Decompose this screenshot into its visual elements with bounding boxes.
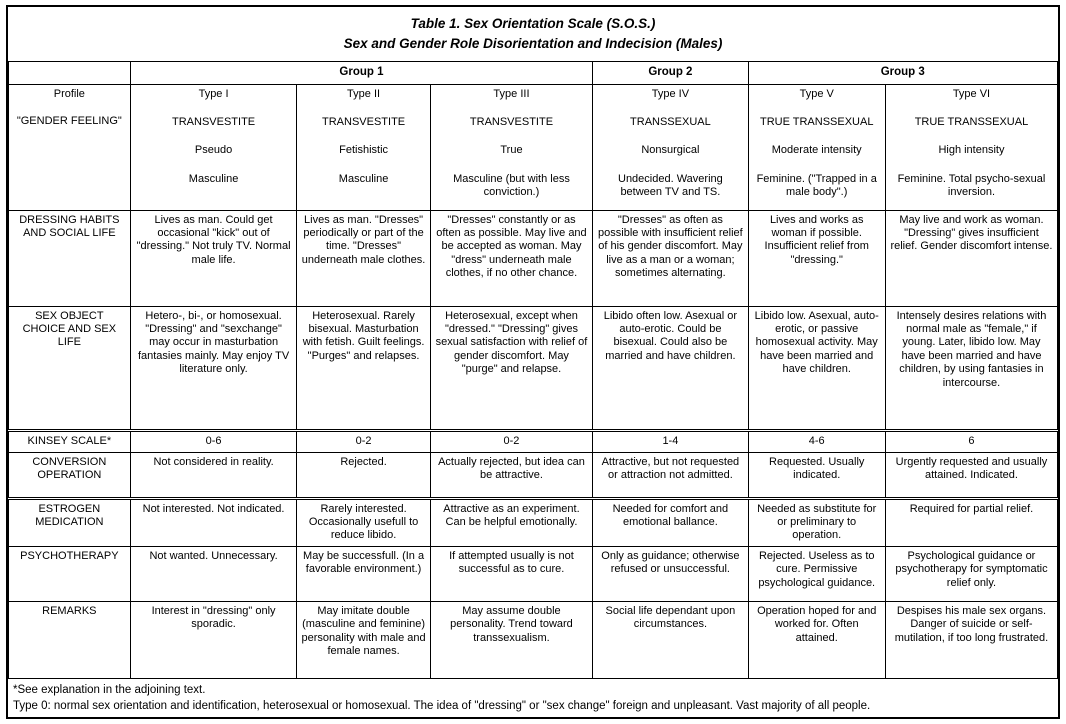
type-V-cell — [748, 84, 885, 210]
cell-remarks-type3: May assume double personality. Trend toward transsexualism. — [430, 601, 593, 678]
cell-kinsey-type3: 0-2 — [430, 430, 593, 452]
cell-sexobject-type2: Heterosexual. Rarely bisexual. Masturbation with fetish. Guilt feelings. "Purges" and relapses. — [297, 306, 430, 430]
type-intensity: Moderate intensity — [771, 144, 862, 157]
row-label-psychotherapy: PSYCHOTHERAPY — [9, 546, 131, 601]
cell-sexobject-type3: Heterosexual, except when "dressed." "Dressing" gives sexual satisfaction with relief of gender discomfort. May "purge" and relapse. — [430, 306, 593, 430]
cell-psychotherapy-type1: Not wanted. Unnecessary. — [130, 546, 297, 601]
cell-sexobject-type1: Hetero-, bi-, or homosexual. "Dressing" and "sexchange" may occur in masturbation fantasies mainly. May enjoy TV literature only. — [130, 306, 297, 430]
page-frame — [6, 5, 1060, 719]
cell-kinsey-type4: 1-4 — [593, 430, 748, 452]
type-intensity: True — [500, 144, 523, 157]
group1-header: Group 1 — [130, 61, 593, 84]
type-intensity: Nonsurgical — [641, 144, 700, 157]
row-label-remarks: REMARKS — [9, 601, 131, 678]
type-II-cell — [297, 84, 430, 210]
cell-kinsey-type1: 0-6 — [130, 430, 297, 452]
table-row-dressing-habits — [9, 210, 1058, 306]
cell-conversion-type2: Rejected. — [297, 452, 430, 498]
cell-dressing-type1: Lives as man. Could get occasional "kick" out of "dressing." Not truly TV. Normal male life. — [130, 210, 297, 306]
cell-conversion-type3: Actually rejected, but idea can be attractive. — [430, 452, 593, 498]
table-title-line2: Sex and Gender Role Disorientation and Indecision (Males) — [343, 36, 723, 52]
type-III-cell — [430, 84, 593, 210]
table-row-sex-object — [9, 306, 1058, 430]
row-label-estrogen-medication: ESTROGEN MEDICATION — [9, 498, 131, 546]
cell-dressing-type2: Lives as man. "Dresses" periodically or part of the time. "Dresses" underneath male clothes. — [297, 210, 430, 306]
cell-psychotherapy-type2: May be successfull. (In a favorable environment.) — [297, 546, 430, 601]
row-label-kinsey-scale: KINSEY SCALE* — [9, 430, 131, 452]
table-title-block — [8, 7, 1058, 61]
group-header-row — [9, 61, 1058, 84]
cell-psychotherapy-type5: Rejected. Useless as to cure. Permissive psychological guidance. — [748, 546, 885, 601]
table-row-kinsey-scale — [9, 430, 1058, 452]
profile-label-line2: "GENDER FEELING" — [16, 114, 122, 127]
type-IV-cell — [593, 84, 748, 210]
type-I-cell — [130, 84, 297, 210]
type-category: TRANSVESTITE — [469, 115, 554, 128]
type-feeling: Masculine (but with less conviction.) — [453, 172, 570, 199]
footnote-line1: *See explanation in the adjoining text. — [13, 683, 206, 696]
type-feeling: Feminine. ("Trapped in a male body".) — [756, 172, 877, 199]
cell-sexobject-type6: Intensely desires relations with normal male as "female," if young. Later, libido low. May have been married and have children, by using fantasies in intercourse. — [885, 306, 1057, 430]
type-name: Type V — [799, 87, 834, 100]
table-row-conversion-operation — [9, 452, 1058, 498]
profile-row — [9, 84, 1058, 210]
row-label-dressing-habits: DRESSING HABITS AND SOCIAL LIFE — [9, 210, 131, 306]
cell-estrogen-type1: Not interested. Not indicated. — [130, 498, 297, 546]
corner-cell — [9, 61, 131, 84]
cell-psychotherapy-type4: Only as guidance; otherwise refused or unsuccessful. — [593, 546, 748, 601]
cell-conversion-type4: Attractive, but not requested or attraction not admitted. — [593, 452, 748, 498]
cell-kinsey-type5: 4-6 — [748, 430, 885, 452]
type-intensity: High intensity — [938, 144, 1005, 157]
cell-remarks-type4: Social life dependant upon circumstances. — [593, 601, 748, 678]
type-name: Type II — [347, 87, 381, 100]
type-VI-cell — [885, 84, 1057, 210]
cell-dressing-type5: Lives and works as woman if possible. Insufficient relief from "dressing." — [748, 210, 885, 306]
cell-estrogen-type4: Needed for comfort and emotional ballance. — [593, 498, 748, 546]
cell-remarks-type6: Despises his male sex organs. Danger of suicide or self-mutilation, if too long frustrated. — [885, 601, 1057, 678]
sos-table — [8, 61, 1058, 679]
table-title-line1: Table 1. Sex Orientation Scale (S.O.S.) — [410, 16, 656, 31]
cell-dressing-type6: May live and work as woman. "Dressing" gives insufficient relief. Gender discomfort intense. — [885, 210, 1057, 306]
type-feeling: Masculine — [338, 172, 389, 185]
row-label-sex-object: SEX OBJECT CHOICE AND SEX LIFE — [9, 306, 131, 430]
table-row-psychotherapy — [9, 546, 1058, 601]
profile-label-line1: Profile — [53, 87, 85, 100]
cell-conversion-type6: Urgently requested and usually attained. Indicated. — [885, 452, 1057, 498]
cell-remarks-type1: Interest in "dressing" only sporadic. — [130, 601, 297, 678]
cell-sexobject-type5: Libido low. Asexual, auto-erotic, or passive homosexual activity. May have been married and have children. — [748, 306, 885, 430]
cell-conversion-type5: Requested. Usually indicated. — [748, 452, 885, 498]
type-name: Type VI — [952, 87, 991, 100]
table-row-remarks — [9, 601, 1058, 678]
type-name: Type III — [493, 87, 530, 100]
cell-dressing-type4: "Dresses" as often as possible with insufficient relief of his gender discomfort. May live as a man or a woman; sometimes alternating. — [593, 210, 748, 306]
cell-psychotherapy-type6: Psychological guidance or psychotherapy for symptomatic relief only. — [885, 546, 1057, 601]
type-feeling: Undecided. Wavering between TV and TS. — [618, 172, 723, 199]
footnotes — [8, 679, 1058, 717]
type-name: Type I — [198, 87, 229, 100]
group2-header: Group 2 — [593, 61, 748, 84]
group3-header: Group 3 — [748, 61, 1057, 84]
cell-estrogen-type6: Required for partial relief. — [885, 498, 1057, 546]
cell-dressing-type3: "Dresses" constantly or as often as possible. May live and be accepted as woman. May "dress" underneath male clothes, if no other chance. — [430, 210, 593, 306]
cell-conversion-type1: Not considered in reality. — [130, 452, 297, 498]
footnote-line2: Type 0: normal sex orientation and identification, heterosexual or homosexual. The idea of "dressing" or "sex change" foreign and unpleasant. Vast majority of all people. — [13, 699, 871, 712]
type-feeling: Feminine. Total psycho-sexual inversion. — [897, 172, 1046, 199]
profile-row-label — [9, 84, 131, 210]
table-row-estrogen-medication — [9, 498, 1058, 546]
cell-remarks-type2: May imitate double (masculine and feminine) personality with male and female names. — [297, 601, 430, 678]
type-category: TRUE TRANSSEXUAL — [759, 115, 874, 128]
type-name: Type IV — [651, 87, 690, 100]
cell-estrogen-type5: Needed as substitute for or preliminary to operation. — [748, 498, 885, 546]
cell-remarks-type5: Operation hoped for and worked for. Often attained. — [748, 601, 885, 678]
type-category: TRANSSEXUAL — [630, 115, 711, 128]
type-category: TRANSVESTITE — [172, 115, 256, 128]
cell-estrogen-type3: Attractive as an experiment. Can be helpful emotionally. — [430, 498, 593, 546]
type-intensity: Fetishistic — [339, 144, 389, 157]
type-category: TRANSVESTITE — [322, 115, 406, 128]
cell-kinsey-type6: 6 — [885, 430, 1057, 452]
type-category: TRUE TRANSSEXUAL — [914, 115, 1029, 128]
cell-estrogen-type2: Rarely interested. Occasionally usefull to reduce libido. — [297, 498, 430, 546]
type-intensity: Pseudo — [194, 144, 233, 157]
row-label-conversion-operation: CONVERSION OPERATION — [9, 452, 131, 498]
cell-kinsey-type2: 0-2 — [297, 430, 430, 452]
type-feeling: Masculine — [188, 172, 239, 185]
cell-psychotherapy-type3: If attempted usually is not successful as to cure. — [430, 546, 593, 601]
cell-sexobject-type4: Libido often low. Asexual or auto-erotic. Could be bisexual. Could also be married and have children. — [593, 306, 748, 430]
